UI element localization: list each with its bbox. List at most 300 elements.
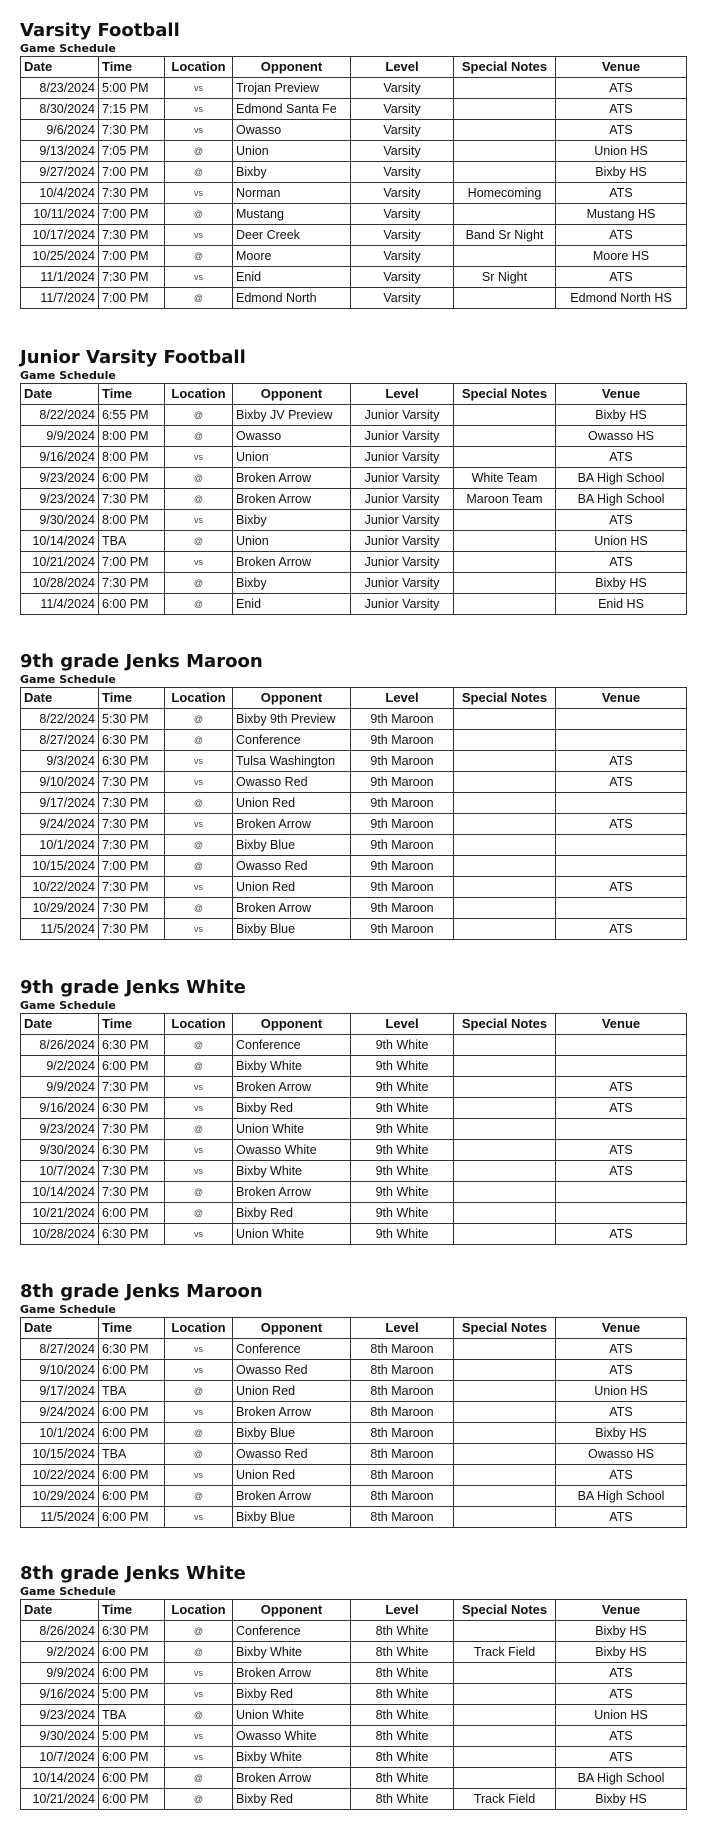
schedule-table	[20, 1317, 687, 1528]
notes-cell: White Team	[454, 468, 556, 489]
time-cell: 7:30 PM	[99, 793, 165, 814]
location-cell: vs	[165, 225, 233, 246]
venue-cell: ATS	[556, 1077, 687, 1098]
level-cell: 9th White	[351, 1203, 454, 1224]
table-row	[21, 1642, 687, 1663]
level-cell: 9th Maroon	[351, 898, 454, 919]
table-row	[21, 141, 687, 162]
table-row	[21, 1402, 687, 1423]
notes-cell	[454, 141, 556, 162]
notes-cell: Track Field	[454, 1642, 556, 1663]
location-cell: @	[165, 1768, 233, 1789]
table-row	[21, 1789, 687, 1810]
notes-cell	[454, 531, 556, 552]
location-cell: vs	[165, 919, 233, 940]
table-row	[21, 183, 687, 204]
location-cell: @	[165, 1444, 233, 1465]
venue-cell: Moore HS	[556, 246, 687, 267]
date-cell: 8/27/2024	[21, 730, 99, 751]
notes-cell	[454, 919, 556, 940]
time-cell: 6:00 PM	[99, 594, 165, 615]
date-cell: 9/9/2024	[21, 1663, 99, 1684]
header-row	[21, 384, 687, 405]
opponent-cell: Union White	[233, 1705, 351, 1726]
table-row	[21, 1098, 687, 1119]
venue-cell: Bixby HS	[556, 1423, 687, 1444]
location-cell: vs	[165, 1726, 233, 1747]
opponent-cell: Bixby Red	[233, 1203, 351, 1224]
location-cell: vs	[165, 1339, 233, 1360]
date-cell: 9/9/2024	[21, 1077, 99, 1098]
location-cell: vs	[165, 1663, 233, 1684]
header-time: Time	[99, 384, 165, 405]
table-row	[21, 120, 687, 141]
location-cell: @	[165, 1642, 233, 1663]
location-cell: @	[165, 405, 233, 426]
table-row	[21, 1056, 687, 1077]
location-cell: vs	[165, 183, 233, 204]
table-row	[21, 1486, 687, 1507]
header-level: Level	[351, 1600, 454, 1621]
location-cell: @	[165, 1182, 233, 1203]
notes-cell	[454, 793, 556, 814]
table-row	[21, 1726, 687, 1747]
time-cell: 5:00 PM	[99, 1684, 165, 1705]
location-cell: vs	[165, 447, 233, 468]
level-cell: Varsity	[351, 225, 454, 246]
date-cell: 11/5/2024	[21, 1507, 99, 1528]
level-cell: 9th White	[351, 1140, 454, 1161]
date-cell: 9/2/2024	[21, 1642, 99, 1663]
level-cell: 9th Maroon	[351, 772, 454, 793]
venue-cell: Union HS	[556, 1381, 687, 1402]
header-special-notes: Special Notes	[454, 57, 556, 78]
location-cell: vs	[165, 877, 233, 898]
header-row	[21, 688, 687, 709]
location-cell: @	[165, 288, 233, 309]
location-cell: @	[165, 856, 233, 877]
time-cell: 6:00 PM	[99, 1360, 165, 1381]
time-cell: 7:30 PM	[99, 225, 165, 246]
location-cell: @	[165, 1423, 233, 1444]
level-cell: 8th White	[351, 1663, 454, 1684]
notes-cell	[454, 573, 556, 594]
table-row	[21, 1360, 687, 1381]
table-row	[21, 751, 687, 772]
venue-cell: ATS	[556, 1465, 687, 1486]
table-row	[21, 877, 687, 898]
venue-cell: ATS	[556, 751, 687, 772]
header-row	[21, 57, 687, 78]
level-cell: 8th Maroon	[351, 1339, 454, 1360]
header-time: Time	[99, 1600, 165, 1621]
notes-cell	[454, 1444, 556, 1465]
table-row	[21, 1224, 687, 1245]
table-row	[21, 405, 687, 426]
date-cell: 9/27/2024	[21, 162, 99, 183]
location-cell: @	[165, 162, 233, 183]
table-row	[21, 1507, 687, 1528]
notes-cell	[454, 99, 556, 120]
notes-cell	[454, 1224, 556, 1245]
time-cell: 7:30 PM	[99, 183, 165, 204]
table-row	[21, 898, 687, 919]
opponent-cell: Bixby Red	[233, 1789, 351, 1810]
location-cell: @	[165, 709, 233, 730]
venue-cell: Owasso HS	[556, 426, 687, 447]
location-cell: vs	[165, 1161, 233, 1182]
time-cell: 7:30 PM	[99, 814, 165, 835]
level-cell: 9th Maroon	[351, 814, 454, 835]
opponent-cell: Deer Creek	[233, 225, 351, 246]
location-cell: @	[165, 730, 233, 751]
opponent-cell: Owasso White	[233, 1140, 351, 1161]
opponent-cell: Union	[233, 447, 351, 468]
level-cell: Junior Varsity	[351, 573, 454, 594]
date-cell: 10/28/2024	[21, 1224, 99, 1245]
level-cell: Junior Varsity	[351, 594, 454, 615]
level-cell: 8th White	[351, 1726, 454, 1747]
location-cell: @	[165, 204, 233, 225]
opponent-cell: Conference	[233, 1339, 351, 1360]
date-cell: 9/17/2024	[21, 793, 99, 814]
notes-cell	[454, 426, 556, 447]
level-cell: 8th White	[351, 1642, 454, 1663]
header-location: Location	[165, 57, 233, 78]
date-cell: 10/22/2024	[21, 1465, 99, 1486]
opponent-cell: Enid	[233, 267, 351, 288]
date-cell: 10/29/2024	[21, 898, 99, 919]
notes-cell	[454, 1663, 556, 1684]
venue-cell: ATS	[556, 1140, 687, 1161]
opponent-cell: Broken Arrow	[233, 1663, 351, 1684]
table-row	[21, 204, 687, 225]
time-cell: 7:00 PM	[99, 204, 165, 225]
time-cell: 8:00 PM	[99, 510, 165, 531]
venue-cell: Bixby HS	[556, 1789, 687, 1810]
header-level: Level	[351, 384, 454, 405]
level-cell: 9th White	[351, 1077, 454, 1098]
date-cell: 10/1/2024	[21, 1423, 99, 1444]
date-cell: 9/16/2024	[21, 1098, 99, 1119]
header-venue: Venue	[556, 1014, 687, 1035]
notes-cell	[454, 1684, 556, 1705]
venue-cell: Edmond North HS	[556, 288, 687, 309]
time-cell: 7:00 PM	[99, 246, 165, 267]
level-cell: 8th White	[351, 1768, 454, 1789]
date-cell: 10/21/2024	[21, 1203, 99, 1224]
table-row	[21, 1381, 687, 1402]
venue-cell	[556, 1203, 687, 1224]
opponent-cell: Tulsa Washington	[233, 751, 351, 772]
notes-cell	[454, 1381, 556, 1402]
header-location: Location	[165, 688, 233, 709]
table-row	[21, 246, 687, 267]
time-cell: 6:00 PM	[99, 1768, 165, 1789]
location-cell: vs	[165, 510, 233, 531]
time-cell: 6:30 PM	[99, 1224, 165, 1245]
venue-cell: ATS	[556, 1663, 687, 1684]
level-cell: Varsity	[351, 288, 454, 309]
opponent-cell: Bixby Blue	[233, 1507, 351, 1528]
venue-cell	[556, 709, 687, 730]
header-date: Date	[21, 384, 99, 405]
level-cell: Varsity	[351, 183, 454, 204]
location-cell: @	[165, 1789, 233, 1810]
venue-cell: ATS	[556, 1339, 687, 1360]
location-cell: vs	[165, 1402, 233, 1423]
date-cell: 10/14/2024	[21, 1182, 99, 1203]
table-row	[21, 267, 687, 288]
level-cell: 9th Maroon	[351, 793, 454, 814]
level-cell: 9th White	[351, 1098, 454, 1119]
notes-cell	[454, 1621, 556, 1642]
time-cell: 6:30 PM	[99, 1140, 165, 1161]
table-row	[21, 225, 687, 246]
date-cell: 9/30/2024	[21, 1140, 99, 1161]
location-cell: vs	[165, 1507, 233, 1528]
time-cell: 7:30 PM	[99, 1119, 165, 1140]
date-cell: 9/9/2024	[21, 426, 99, 447]
opponent-cell: Broken Arrow	[233, 1077, 351, 1098]
notes-cell	[454, 1056, 556, 1077]
notes-cell	[454, 1360, 556, 1381]
location-cell: vs	[165, 99, 233, 120]
opponent-cell: Union	[233, 141, 351, 162]
level-cell: 8th Maroon	[351, 1360, 454, 1381]
level-cell: Varsity	[351, 141, 454, 162]
opponent-cell: Owasso Red	[233, 856, 351, 877]
notes-cell	[454, 1747, 556, 1768]
venue-cell: ATS	[556, 1098, 687, 1119]
time-cell: 7:00 PM	[99, 856, 165, 877]
venue-cell: ATS	[556, 1161, 687, 1182]
table-row	[21, 709, 687, 730]
venue-cell: BA High School	[556, 1486, 687, 1507]
table-row	[21, 1077, 687, 1098]
opponent-cell: Owasso Red	[233, 772, 351, 793]
notes-cell	[454, 1705, 556, 1726]
date-cell: 10/29/2024	[21, 1486, 99, 1507]
notes-cell	[454, 1140, 556, 1161]
opponent-cell: Moore	[233, 246, 351, 267]
opponent-cell: Bixby	[233, 573, 351, 594]
location-cell: vs	[165, 751, 233, 772]
location-cell: @	[165, 835, 233, 856]
opponent-cell: Bixby Red	[233, 1684, 351, 1705]
opponent-cell: Bixby Red	[233, 1098, 351, 1119]
venue-cell: Owasso HS	[556, 1444, 687, 1465]
date-cell: 11/1/2024	[21, 267, 99, 288]
header-row	[21, 1014, 687, 1035]
table-row	[21, 573, 687, 594]
notes-cell: Maroon Team	[454, 489, 556, 510]
location-cell: @	[165, 1486, 233, 1507]
venue-cell: ATS	[556, 1224, 687, 1245]
date-cell: 9/23/2024	[21, 468, 99, 489]
location-cell: @	[165, 246, 233, 267]
opponent-cell: Broken Arrow	[233, 552, 351, 573]
date-cell: 9/3/2024	[21, 751, 99, 772]
date-cell: 10/11/2024	[21, 204, 99, 225]
location-cell: @	[165, 426, 233, 447]
table-row	[21, 1182, 687, 1203]
location-cell: vs	[165, 1360, 233, 1381]
notes-cell	[454, 814, 556, 835]
header-level: Level	[351, 1318, 454, 1339]
venue-cell	[556, 856, 687, 877]
opponent-cell: Enid	[233, 594, 351, 615]
location-cell: vs	[165, 267, 233, 288]
venue-cell: ATS	[556, 877, 687, 898]
venue-cell: ATS	[556, 552, 687, 573]
opponent-cell: Union Red	[233, 1465, 351, 1486]
header-venue: Venue	[556, 384, 687, 405]
level-cell: 8th White	[351, 1789, 454, 1810]
venue-cell: Union HS	[556, 141, 687, 162]
location-cell: @	[165, 1119, 233, 1140]
header-row	[21, 1318, 687, 1339]
date-cell: 9/23/2024	[21, 1119, 99, 1140]
time-cell: 6:00 PM	[99, 1486, 165, 1507]
date-cell: 9/30/2024	[21, 1726, 99, 1747]
notes-cell: Band Sr Night	[454, 225, 556, 246]
date-cell: 9/10/2024	[21, 1360, 99, 1381]
time-cell: 6:00 PM	[99, 468, 165, 489]
date-cell: 11/4/2024	[21, 594, 99, 615]
venue-cell: ATS	[556, 225, 687, 246]
date-cell: 11/5/2024	[21, 919, 99, 940]
venue-cell	[556, 1182, 687, 1203]
level-cell: 8th White	[351, 1684, 454, 1705]
notes-cell	[454, 1035, 556, 1056]
location-cell: vs	[165, 1224, 233, 1245]
schedule-section	[20, 977, 686, 1245]
time-cell: 7:00 PM	[99, 288, 165, 309]
table-row	[21, 772, 687, 793]
header-time: Time	[99, 57, 165, 78]
venue-cell: ATS	[556, 510, 687, 531]
time-cell: 6:55 PM	[99, 405, 165, 426]
notes-cell	[454, 1726, 556, 1747]
time-cell: 7:00 PM	[99, 162, 165, 183]
date-cell: 8/27/2024	[21, 1339, 99, 1360]
date-cell: 10/28/2024	[21, 573, 99, 594]
venue-cell: ATS	[556, 919, 687, 940]
notes-cell	[454, 594, 556, 615]
location-cell: @	[165, 1705, 233, 1726]
header-level: Level	[351, 57, 454, 78]
time-cell: TBA	[99, 1381, 165, 1402]
header-opponent: Opponent	[233, 1600, 351, 1621]
location-cell: @	[165, 898, 233, 919]
level-cell: 8th Maroon	[351, 1465, 454, 1486]
header-level: Level	[351, 688, 454, 709]
notes-cell	[454, 1161, 556, 1182]
time-cell: 6:00 PM	[99, 1465, 165, 1486]
notes-cell: Homecoming	[454, 183, 556, 204]
opponent-cell: Conference	[233, 1621, 351, 1642]
time-cell: 7:30 PM	[99, 919, 165, 940]
notes-cell: Sr Night	[454, 267, 556, 288]
time-cell: 7:30 PM	[99, 1182, 165, 1203]
table-row	[21, 468, 687, 489]
section-title: 9th grade Jenks Maroon	[20, 651, 263, 672]
level-cell: Varsity	[351, 78, 454, 99]
opponent-cell: Broken Arrow	[233, 1768, 351, 1789]
date-cell: 9/13/2024	[21, 141, 99, 162]
venue-cell: ATS	[556, 447, 687, 468]
level-cell: Junior Varsity	[351, 489, 454, 510]
level-cell: Varsity	[351, 162, 454, 183]
section-title: 9th grade Jenks White	[20, 977, 246, 998]
header-location: Location	[165, 1014, 233, 1035]
location-cell: vs	[165, 1098, 233, 1119]
level-cell: Junior Varsity	[351, 405, 454, 426]
table-row	[21, 552, 687, 573]
time-cell: 6:00 PM	[99, 1642, 165, 1663]
date-cell: 9/23/2024	[21, 1705, 99, 1726]
section-title: 8th grade Jenks White	[20, 1563, 246, 1584]
notes-cell	[454, 510, 556, 531]
venue-cell	[556, 1119, 687, 1140]
venue-cell: Union HS	[556, 531, 687, 552]
level-cell: 9th Maroon	[351, 709, 454, 730]
date-cell: 9/17/2024	[21, 1381, 99, 1402]
notes-cell	[454, 877, 556, 898]
table-row	[21, 835, 687, 856]
date-cell: 10/22/2024	[21, 877, 99, 898]
date-cell: 10/7/2024	[21, 1747, 99, 1768]
venue-cell: ATS	[556, 1360, 687, 1381]
table-row	[21, 1423, 687, 1444]
venue-cell: Bixby HS	[556, 1621, 687, 1642]
opponent-cell: Bixby White	[233, 1056, 351, 1077]
opponent-cell: Broken Arrow	[233, 814, 351, 835]
date-cell: 10/4/2024	[21, 183, 99, 204]
date-cell: 10/17/2024	[21, 225, 99, 246]
date-cell: 8/23/2024	[21, 78, 99, 99]
time-cell: 7:30 PM	[99, 489, 165, 510]
section-title: Junior Varsity Football	[20, 347, 246, 368]
date-cell: 9/6/2024	[21, 120, 99, 141]
time-cell: 6:30 PM	[99, 1621, 165, 1642]
notes-cell	[454, 204, 556, 225]
section-subtitle: Game Schedule	[20, 369, 116, 382]
venue-cell: ATS	[556, 1402, 687, 1423]
table-row	[21, 1768, 687, 1789]
level-cell: 8th White	[351, 1747, 454, 1768]
venue-cell: ATS	[556, 1507, 687, 1528]
date-cell: 9/2/2024	[21, 1056, 99, 1077]
opponent-cell: Bixby Blue	[233, 1423, 351, 1444]
level-cell: 9th White	[351, 1119, 454, 1140]
level-cell: Junior Varsity	[351, 531, 454, 552]
notes-cell	[454, 772, 556, 793]
header-special-notes: Special Notes	[454, 1014, 556, 1035]
venue-cell: Bixby HS	[556, 162, 687, 183]
opponent-cell: Bixby JV Preview	[233, 405, 351, 426]
time-cell: 7:30 PM	[99, 772, 165, 793]
opponent-cell: Trojan Preview	[233, 78, 351, 99]
header-opponent: Opponent	[233, 384, 351, 405]
notes-cell	[454, 246, 556, 267]
header-special-notes: Special Notes	[454, 688, 556, 709]
date-cell: 10/25/2024	[21, 246, 99, 267]
time-cell: 6:00 PM	[99, 1747, 165, 1768]
location-cell: @	[165, 468, 233, 489]
notes-cell	[454, 162, 556, 183]
